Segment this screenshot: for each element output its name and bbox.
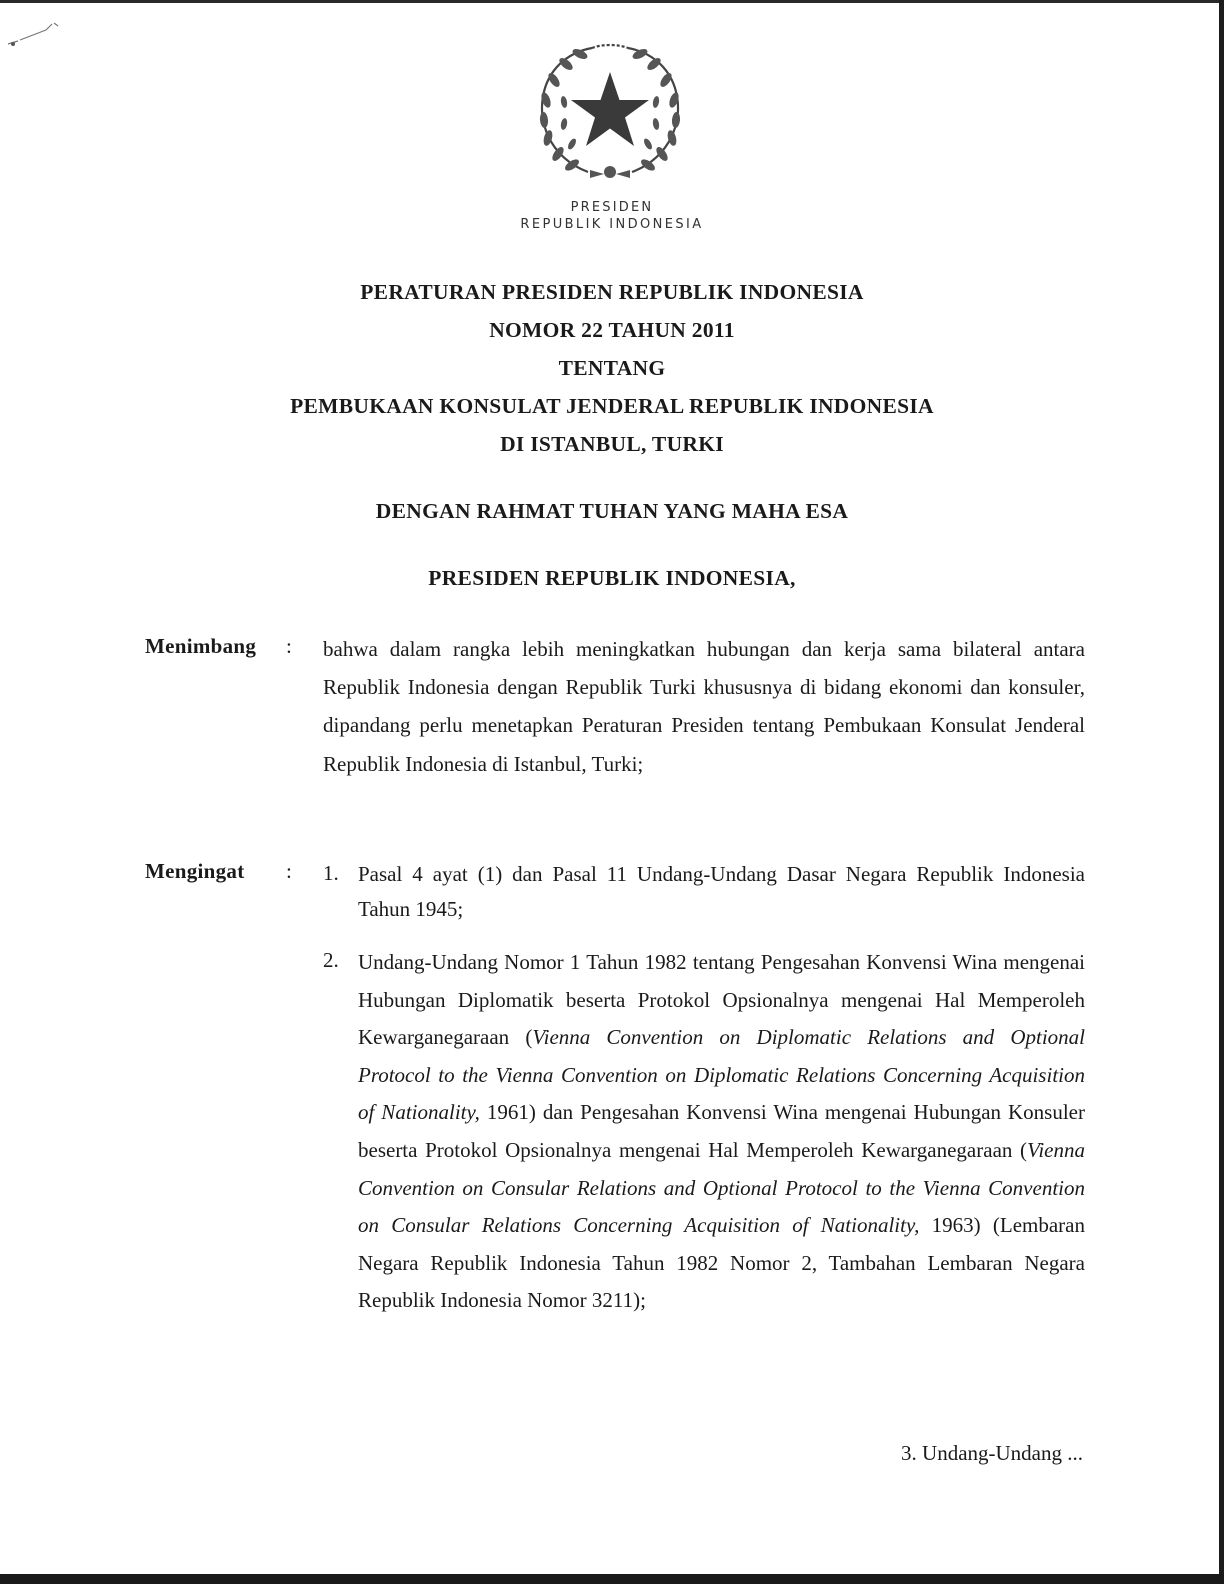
menimbang-colon: : — [286, 634, 292, 658]
title-number-year: NOMOR 22 TAHUN 2011 — [489, 318, 735, 342]
menimbang-label: Menimbang — [145, 634, 257, 658]
title-subject: PEMBUKAAN KONSULAT JENDERAL REPUBLIK INDONESIA — [290, 394, 934, 418]
title-location: DI ISTANBUL, TURKI — [500, 432, 724, 456]
item-2-segment-2: 1961) dan Pengesahan Konvensi Wina mengenai Hubungan Konsuler beserta Protokol Opsionalnya mengenai Hal Memperoleh Kewarganegaraan ( — [358, 1100, 1085, 1162]
mengingat-colon: : — [286, 859, 292, 883]
letterhead-president: PRESIDEN — [570, 200, 654, 215]
presidential-emblem-icon — [530, 40, 690, 190]
scan-edge-bottom — [0, 1574, 1224, 1584]
item-2-segment-3: 1963) (Lembaran Negara Republik Indonesia Tahun 1982 Nomor 2, Tambahan Lembaran Negara Republik Indonesia Nomor 3211); — [358, 1213, 1085, 1313]
mengingat-item-1-text: Pasal 4 ayat (1) dan Pasal 11 Undang-Undang Dasar Negara Republik Indonesia Tahun 1945; — [358, 862, 1085, 921]
item-2-segment-1: Undang-Undang Nomor 1 Tahun 1982 tentang Pengesahan Konvensi Wina mengenai Hubungan Diplomatik beserta Protokol Opsionalnya mengenai Hal Memperoleh Kewarganegaraan ( — [358, 950, 1085, 1050]
scan-edge-right — [1219, 0, 1224, 1584]
letterhead-republic: REPUBLIK INDONESIA — [520, 217, 704, 232]
basmalah-heading: DENGAN RAHMAT TUHAN YANG MAHA ESA — [375, 499, 849, 523]
title-regulation-type: PERATURAN PRESIDEN REPUBLIK INDONESIA — [360, 280, 864, 304]
page-continuation-marker: 3. Undang-Undang ... — [901, 1441, 1083, 1465]
item-2-italic-diplomatic: Vienna Convention on Diplomatic Relations and Optional Protocol to the Vienna Convention on Diplomatic Relations Concerning Acquisition of Nationality, — [358, 1025, 1085, 1125]
regulation-title — [0, 278, 1224, 468]
mengingat-item-2-text — [358, 944, 1085, 1320]
item-2-italic-consular: Vienna Convention on Consular Relations and Optional Protocol to the Vienna Convention on Consular Relations Concerning Acquisition of Nationality, — [358, 1137, 1085, 1238]
scan-speck-mark — [6, 14, 66, 54]
mengingat-item-1-number: 1. — [323, 861, 339, 885]
title-about: TENTANG — [558, 356, 666, 380]
scan-edge-top — [0, 0, 1224, 3]
menimbang-text: bahwa dalam rangka lebih meningkatkan hubungan dan kerja sama bilateral antara Republik Indonesia dengan Republik Turki khususnya di bidang ekonomi dan konsuler, dipandang perlu menetapkan Peraturan Presiden tentang Pembukaan Konsulat Jenderal Republik Indonesia di Istanbul, Turki; — [323, 637, 1085, 776]
mengingat-label: Mengingat — [145, 859, 245, 883]
president-heading: PRESIDEN REPUBLIK INDONESIA, — [428, 566, 796, 590]
mengingat-item-2-number: 2. — [323, 948, 339, 972]
